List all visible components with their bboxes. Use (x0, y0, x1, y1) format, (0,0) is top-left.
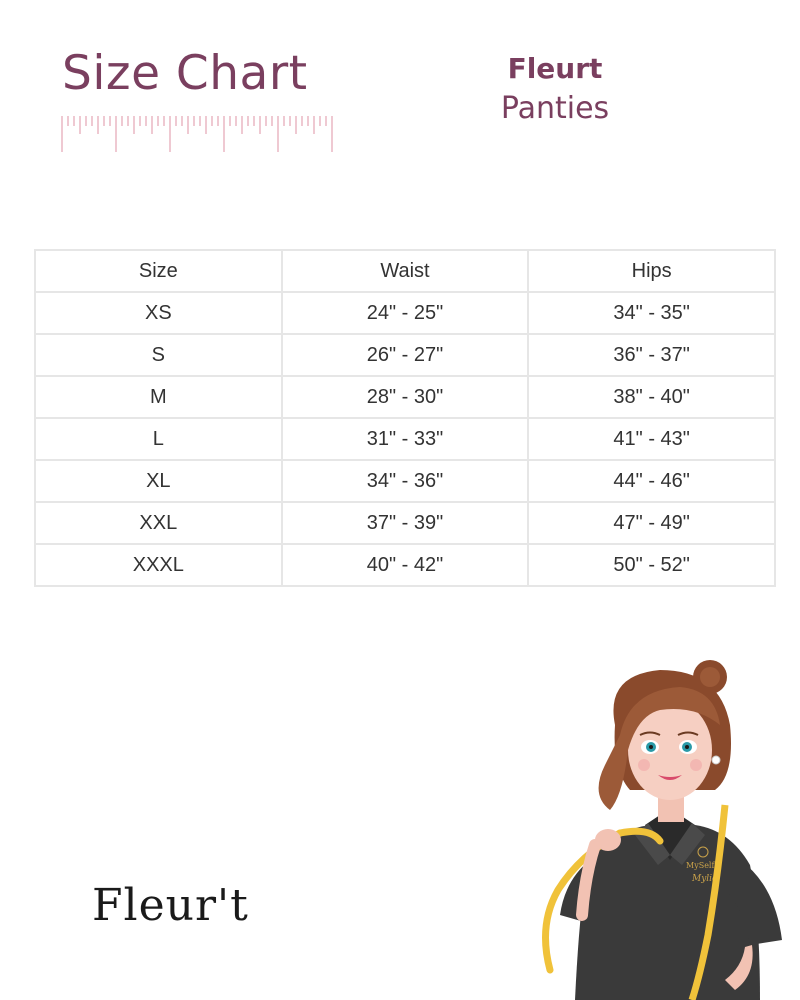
size-cell: M (35, 376, 282, 418)
size-cell: S (35, 334, 282, 376)
table-row (35, 544, 775, 586)
mascot-badge-name: Mylie (692, 874, 718, 884)
hips-cell: 47" - 49" (528, 502, 775, 544)
waist-cell: 31" - 33" (282, 418, 529, 460)
table-row (35, 334, 775, 376)
column-header-hips: Hips (528, 250, 775, 292)
mascot-illustration (520, 655, 790, 1000)
column-header-size: Size (35, 250, 282, 292)
waist-cell: 40" - 42" (282, 544, 529, 586)
waist-cell: 37" - 39" (282, 502, 529, 544)
waist-cell: 26" - 27" (282, 334, 529, 376)
mascot-badge-top: MySelf (686, 861, 715, 870)
hips-cell: 38" - 40" (528, 376, 775, 418)
hips-cell: 36" - 37" (528, 334, 775, 376)
size-cell: XXXL (35, 544, 282, 586)
product-category: Panties (500, 91, 610, 126)
hips-cell: 50" - 52" (528, 544, 775, 586)
size-table (34, 249, 776, 587)
waist-cell: 28" - 30" (282, 376, 529, 418)
hips-cell: 44" - 46" (528, 460, 775, 502)
page-title: Size Chart (62, 46, 308, 101)
brand-block (460, 52, 650, 126)
table-row (35, 376, 775, 418)
table-row (35, 502, 775, 544)
brand-name: Fleurt (507, 52, 603, 85)
waist-cell: 24" - 25" (282, 292, 529, 334)
table-header-row (35, 250, 775, 292)
size-cell: L (35, 418, 282, 460)
table-row (35, 292, 775, 334)
hips-cell: 34" - 35" (528, 292, 775, 334)
size-cell: XXL (35, 502, 282, 544)
table-row (35, 460, 775, 502)
table-row (35, 418, 775, 460)
size-cell: XS (35, 292, 282, 334)
waist-cell: 34" - 36" (282, 460, 529, 502)
brand-logo: Fleur't (92, 880, 249, 931)
ruler-icon (60, 114, 340, 154)
hips-cell: 41" - 43" (528, 418, 775, 460)
column-header-waist: Waist (282, 250, 529, 292)
size-cell: XL (35, 460, 282, 502)
